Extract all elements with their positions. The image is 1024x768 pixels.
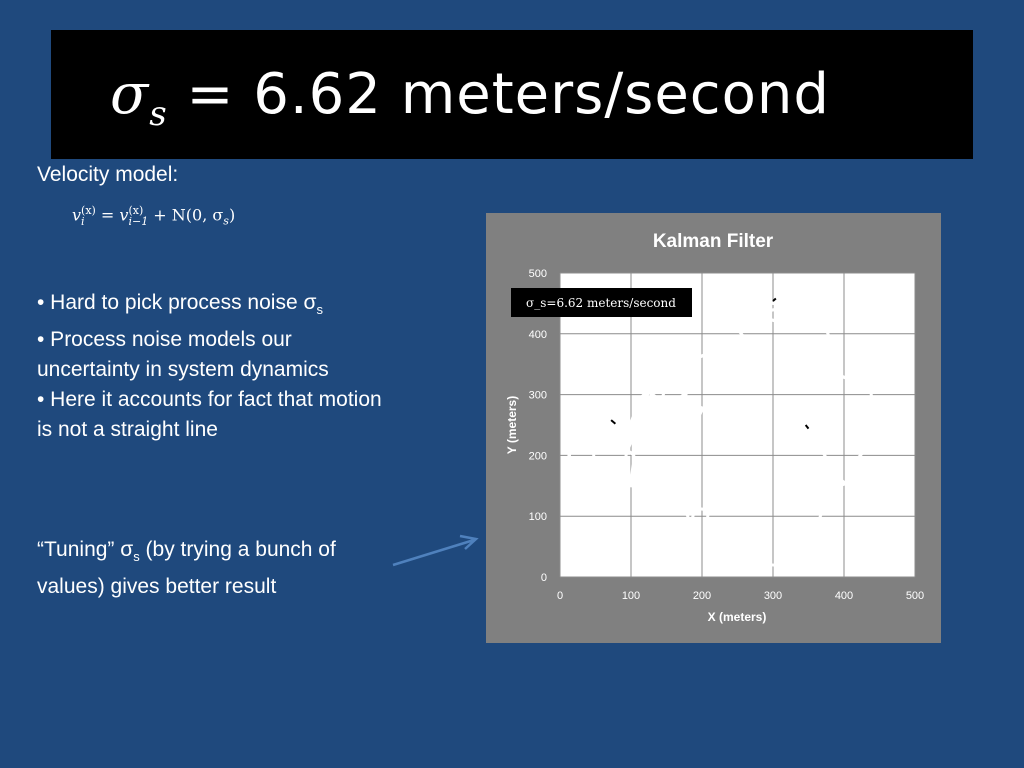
eq-lhs-v: v — [72, 205, 82, 225]
tuning-note — [37, 535, 397, 602]
banner-sigma-sub: s — [149, 94, 168, 134]
bullet-text: • Process noise models our uncertainty in system dynamics — [37, 328, 329, 382]
y-tick-label: 300 — [528, 389, 547, 402]
banner-value: = 6.62 meters/second — [167, 62, 830, 127]
x-tick-label: 300 — [763, 590, 783, 602]
eq-rhs-sup: (x) — [128, 204, 144, 217]
y-tick-label: 500 — [528, 268, 547, 280]
y-tick-label: 0 — [540, 572, 547, 584]
eq-noise-sub: s — [223, 214, 229, 228]
bullet-item — [37, 385, 397, 445]
tuning-text-post: (by trying a bunch of values) gives better result — [37, 538, 336, 599]
eq-equals: = — [95, 205, 120, 225]
banner-sigma: σ — [110, 62, 150, 127]
tuning-sub: s — [133, 549, 140, 565]
chart-title: Kalman Filter — [652, 231, 774, 252]
tuning-text-pre: “Tuning” σ — [37, 538, 134, 561]
banner-formula — [110, 30, 830, 159]
chart-panel — [486, 213, 941, 643]
x-tick-label: 0 — [556, 590, 564, 602]
x-tick-label: 500 — [905, 590, 925, 602]
bullet-text: • Hard to pick process noise σ — [37, 291, 317, 314]
x-axis-label: X (meters) — [707, 610, 767, 624]
arrow-shaft — [393, 540, 474, 565]
eq-close: ) — [228, 205, 236, 225]
x-tick-label: 100 — [621, 590, 641, 602]
bullet-item — [37, 325, 397, 385]
bullet-sub: s — [316, 302, 323, 318]
eq-rhs-v: v — [119, 205, 129, 225]
eq-lhs-sup: (x) — [81, 204, 96, 217]
y-tick-label: 200 — [528, 450, 547, 463]
annotation-text: σ_s=6.62 meters/second — [526, 296, 676, 310]
y-tick-label: 400 — [528, 328, 547, 341]
arrow-head-icon — [460, 536, 476, 549]
eq-lhs-sub: i — [81, 215, 85, 228]
eq-rhs-sub: i−1 — [128, 215, 149, 228]
bullet-item — [37, 288, 397, 325]
kalman-chart — [486, 213, 941, 643]
eq-noise: + N(0, σ — [148, 205, 224, 225]
bullet-list — [37, 288, 397, 445]
velocity-equation — [72, 205, 235, 228]
x-tick-label: 200 — [692, 590, 712, 602]
x-tick-label: 400 — [834, 590, 854, 602]
y-tick-label: 100 — [528, 511, 547, 524]
velocity-model-label: Velocity model: — [37, 163, 179, 186]
plot-area — [560, 273, 915, 577]
bullet-text: • Here it accounts for fact that motion is not a straight line — [37, 388, 382, 442]
y-axis-label: Y (meters) — [505, 395, 519, 455]
